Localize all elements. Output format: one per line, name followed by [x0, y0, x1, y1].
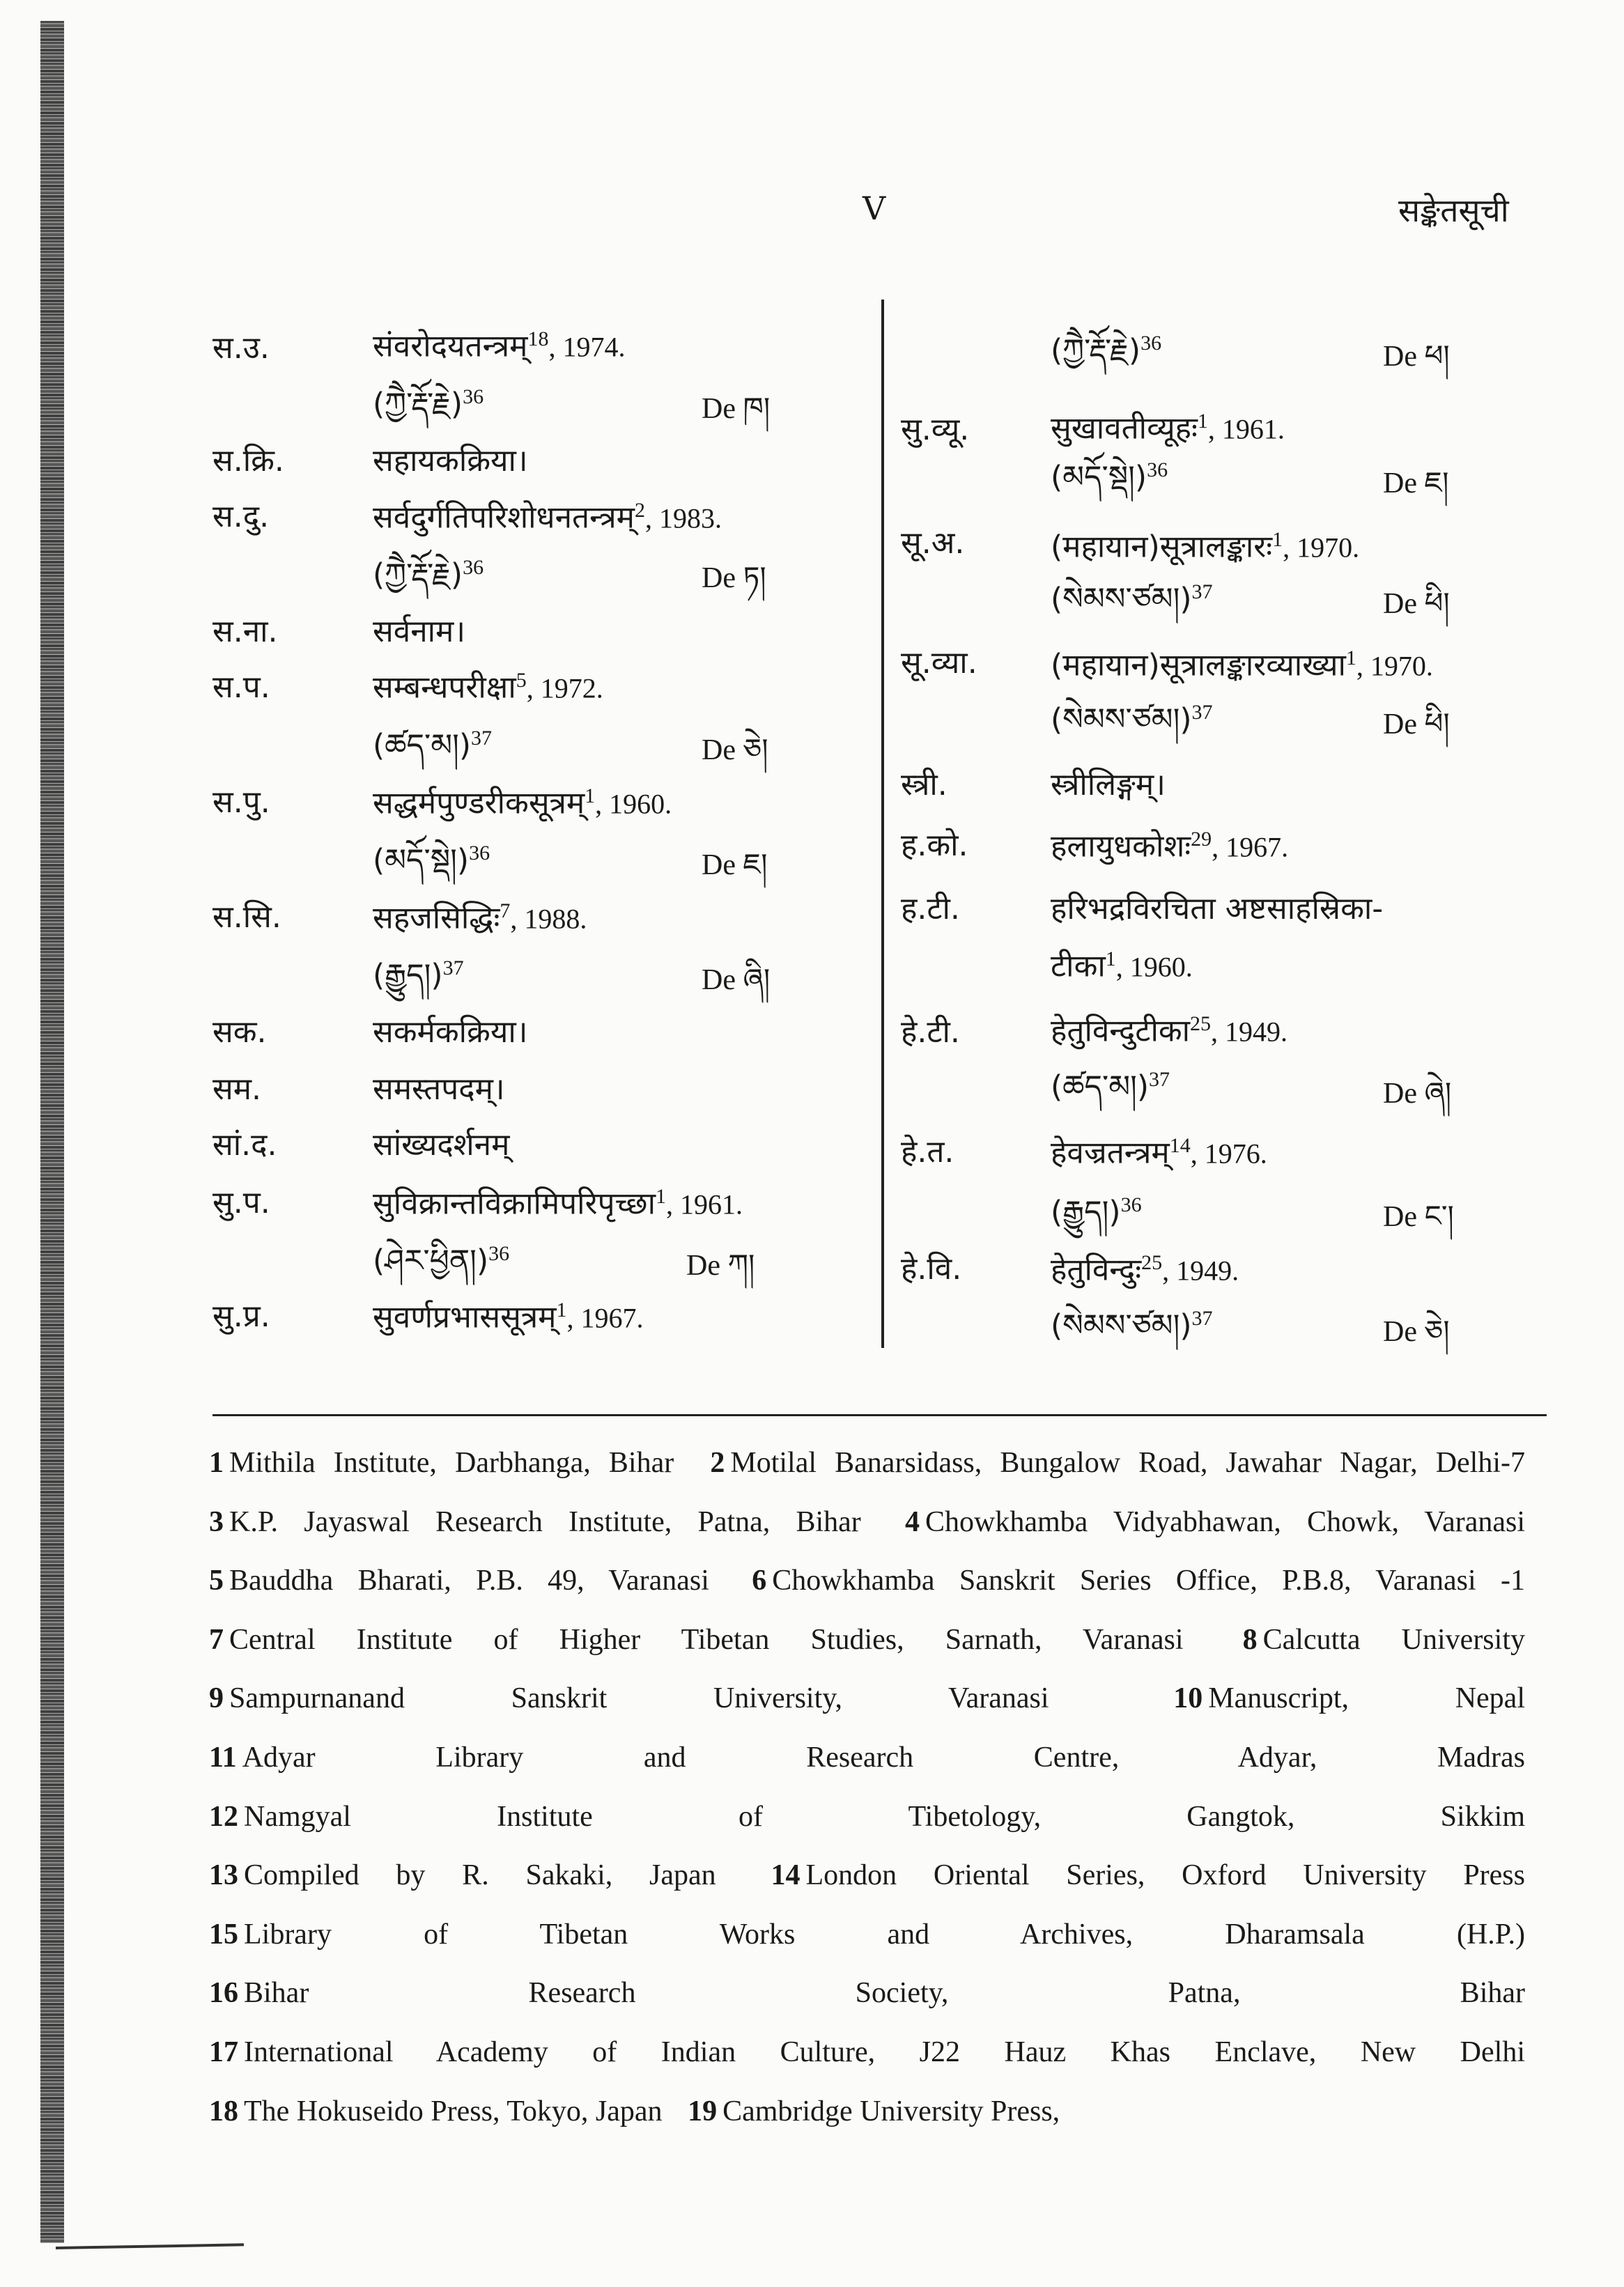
footnote-item: 18 The Hokuseido Press, Tokyo, Japan: [209, 2095, 663, 2127]
entry-abbr: सु.व्यू.: [901, 412, 970, 447]
tibetan-category: (ཤེར་ཕྱིན།)$^{36}$: [373, 1242, 510, 1279]
page-title: सङ्केतसूची: [1398, 192, 1509, 229]
derge-reference: De ཞེ།: [1383, 1076, 1452, 1110]
entry-title: सुविक्रान्तविक्रामिपरिपृच्छा$^1$, 1961.: [373, 1185, 743, 1222]
footnote-item: 9 Sampurnanand Sanskrit University, Varanasi: [209, 1682, 1049, 1715]
entry-title: सांख्यदर्शनम्: [373, 1127, 510, 1163]
tibetan-category: (རྒྱུད།)$^{37}$: [373, 956, 464, 993]
entry-title: हलायुधकोशः$^{29}$, 1967.: [1051, 828, 1289, 865]
footnote-item: 3 K.P. Jayaswal Research Institute, Patna, Bihar: [209, 1505, 861, 1538]
entry-abbr: स्त्री.: [901, 767, 948, 803]
entry-abbr: स.क्रि.: [212, 443, 284, 479]
tibetan-category: (ཚད་མ།)$^{37}$: [1051, 1068, 1170, 1105]
footnote-item: 12 Namgyal Institute of Tibetology, Gangtok, Sikkim: [209, 1800, 1525, 1833]
entry-title: संवरोदयतन्त्रम्$^{18}$, 1974.: [373, 327, 626, 364]
entry-abbr: सू.अ.: [901, 525, 965, 561]
footnote-item: 14 London Oriental Series, Oxford University Press: [771, 1859, 1525, 1892]
column-divider: [881, 300, 884, 1348]
tibetan-category: (མདོ་སྡེ།)$^{36}$: [1051, 458, 1168, 495]
derge-reference: De ཏ།: [702, 560, 766, 594]
derge-reference: De ང་།: [1383, 1199, 1454, 1233]
footnote-item: 10 Manuscript, Nepal: [1173, 1682, 1525, 1715]
entry-title: सहायकक्रिया।: [373, 443, 528, 479]
entry-abbr: हे.त.: [901, 1134, 954, 1170]
tibetan-category: (རྒྱུད།)$^{36}$: [1051, 1193, 1142, 1230]
footnote-item: 6 Chowkhamba Sanskrit Series Office, P.B.8, Varanasi -1: [752, 1565, 1526, 1597]
entry-title: स्त्रीलिङ्गम्।: [1051, 767, 1166, 803]
entry-abbr: सु.प.: [212, 1185, 270, 1220]
footnote-rule: [212, 1414, 1547, 1416]
entry-title: हेवज्रतन्त्रम्$^{14}$, 1976.: [1051, 1134, 1267, 1171]
footnote-item: 8 Calcutta University: [1242, 1623, 1525, 1656]
entry-abbr: ह.टी.: [901, 891, 960, 927]
entry-title: सर्वनाम।: [373, 614, 466, 649]
derge-reference: De ཇ།: [702, 847, 768, 881]
tibetan-category: (ཚད་མ།)$^{37}$: [373, 727, 493, 763]
entry-title: समस्तपदम्।: [373, 1071, 505, 1107]
entry-title: सहजसिद्धिः$^7$, 1988.: [373, 899, 587, 936]
footnote-item: 1 Mithila Institute, Darbhanga, Bihar: [209, 1447, 674, 1479]
derge-reference: De ཞི།: [702, 962, 771, 996]
tibetan-category: (སེམས་ཙམ།)$^{37}$: [1051, 1307, 1213, 1344]
entry-title-continuation: टीका$^1$, 1960.: [1051, 947, 1193, 984]
entry-abbr: सू.व्या.: [901, 645, 977, 681]
tibetan-category: (སེམས་ཙམ།)$^{37}$: [1051, 580, 1213, 617]
tibetan-category: (ཀྱཻ་རྡོ་རྗེ)$^{36}$: [1051, 332, 1162, 369]
entry-title: (महायान)सूत्रालङ्कारव्याख्या$^1$, 1970.: [1051, 646, 1433, 683]
entry-abbr: स.उ.: [212, 330, 270, 366]
footnote-item: 11 Adyar Library and Research Centre, Adyar, Madras: [209, 1741, 1525, 1774]
derge-reference: De ཁ།: [702, 391, 771, 425]
footnote-item: 16 Bihar Research Society, Patna, Bihar: [209, 1977, 1525, 2010]
entry-title: हेतुविन्दुटीका$^{25}$, 1949.: [1051, 1012, 1288, 1049]
tibetan-category: (མདོ་སྡེ།)$^{36}$: [373, 842, 490, 878]
entry-title: हेतुविन्दुः$^{25}$, 1949.: [1051, 1251, 1239, 1288]
entry-abbr: स.प.: [212, 669, 270, 705]
entry-abbr: ह.को.: [901, 828, 968, 863]
entry-abbr: स.ना.: [212, 614, 278, 649]
footnote-item: 15 Library of Tibetan Works and Archives, Dharamsala (H.P.): [209, 1918, 1525, 1951]
entry-title: सद्धर्मपुण्डरीकसूत्रम्$^1$, 1960.: [373, 784, 672, 821]
entry-title: (महायान)सूत्रालङ्कारः$^1$, 1970.: [1051, 528, 1360, 565]
page-number: V: [863, 189, 886, 227]
entry-abbr: हे.टी.: [901, 1014, 960, 1050]
derge-reference: De ཅེ།: [702, 732, 768, 766]
footnote-item: 4 Chowkhamba Vidyabhawan, Chowk, Varanasi: [904, 1505, 1525, 1538]
footnote-item: 19 Cambridge University Press,: [688, 2095, 1060, 2127]
entry-title: हरिभद्रविरचिता अष्टसाहस्रिका-: [1051, 891, 1384, 927]
entry-title: सुवर्णप्रभाससूत्रम्$^1$, 1967.: [373, 1298, 644, 1335]
entry-title: सम्बन्धपरीक्षा$^5$, 1972.: [373, 669, 603, 706]
entry-abbr: हे.वि.: [901, 1251, 962, 1287]
footnote-item: 13 Compiled by R. Sakaki, Japan: [209, 1859, 716, 1892]
binding-edge-tail: [56, 2243, 244, 2249]
entry-abbr: स.पु.: [212, 784, 270, 820]
tibetan-category: (ཀྱཻ་རྡོ་རྗེ)$^{36}$: [373, 556, 484, 593]
entry-title: सर्वदुर्गतिपरिशोधनतन्त्रम्$^2$, 1983.: [373, 499, 722, 536]
entry-abbr: सां.द.: [212, 1127, 277, 1163]
derge-reference: De ཕི།: [1383, 706, 1450, 741]
footnote-item: 7 Central Institute of Higher Tibetan Studies, Sarnath, Varanasi: [209, 1623, 1184, 1656]
footnote-item: 17 International Academy of Indian Culture, J22 Hauz Khas Enclave, New Delhi: [209, 2036, 1525, 2068]
derge-reference: De ཅེ།: [1383, 1314, 1450, 1348]
entry-abbr: सम.: [212, 1071, 262, 1107]
derge-reference: De ཕི།: [1383, 586, 1450, 620]
entry-abbr: सक.: [212, 1014, 267, 1050]
derge-reference: De ཕ།: [1383, 339, 1450, 373]
footnote-item: 5 Bauddha Bharati, P.B. 49, Varanasi: [209, 1565, 709, 1597]
tibetan-category: (སེམས་ཙམ།)$^{37}$: [1051, 701, 1213, 738]
footnote-item: 2 Motilal Banarsidass, Bungalow Road, Jawahar Nagar, Delhi-7: [710, 1447, 1525, 1479]
entry-abbr: स.सि.: [212, 899, 281, 935]
derge-reference: De ཀ།: [686, 1248, 755, 1282]
binding-edge: [40, 21, 64, 2243]
entry-abbr: स.दु.: [212, 499, 270, 534]
entry-title: सुखावतीव्यूहः$^1$, 1961.: [1051, 410, 1285, 447]
tibetan-category: (ཀྱཻ་རྡོ་རྗེ)$^{36}$: [373, 385, 484, 422]
footnotes: [209, 1434, 1543, 2141]
entry-title: सकर्मकक्रिया।: [373, 1014, 528, 1050]
derge-reference: De ཇ།: [1383, 465, 1449, 499]
entry-abbr: सु.प्र.: [212, 1298, 270, 1334]
